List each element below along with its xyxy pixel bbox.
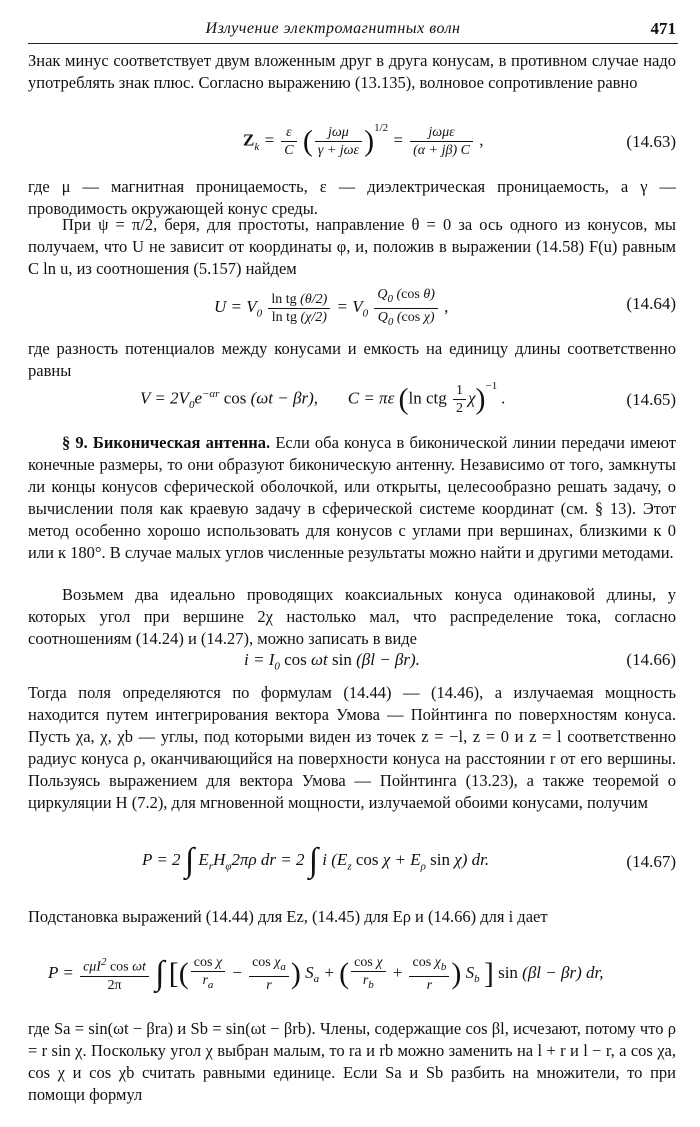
equation-14-64	[28, 286, 678, 326]
equation-body: $Z_k$ = $\frac{\varepsilon}{C}$ ( $\frac{\text{jωμ}}{\text{γ + jωε}}$ )$^{1/2}$ = $\frac{\text{jωμε}}{(\alpha + j\beta) C}$ ,	[243, 122, 484, 158]
running-title: Излучение электромагнитных волн	[205, 20, 461, 37]
equation-power	[28, 950, 678, 1006]
equation-body: $U = V_0$ $\frac{\text{ln tg (θ/2)}}{\text{ln tg (χ/2)}}$ = $V_0$ $\frac{Q_0 (\cos \theta)}{Q_0 (\cos \chi)}$ ,	[214, 287, 449, 328]
equation-body: P = 2 ∫ $E_rH_\varphi 2\pi\rho$ dr = 2 ∫ i ($E_z$ $\cos \chi + E_\rho$ sin χ) dr.	[142, 842, 490, 879]
equation-14-63	[28, 124, 678, 164]
paragraph-8: Подстановка выражений (14.44) для Ez, (14.45) для Eρ и (14.66) для i дает	[28, 907, 548, 926]
header-rule	[28, 43, 678, 44]
equation-number: (14.67)	[626, 852, 676, 871]
equation-14-67	[28, 836, 678, 894]
paragraph-3: При ψ = π/2, беря, для простоты, направление θ = 0 за ось одного из конусов, мы получаем, что U не зависит от координаты φ, и, положив в выражении (14.58) F(u) равным C ln u, из соотношения (5.157) найдем	[28, 215, 676, 278]
equation-14-65	[28, 382, 678, 422]
equation-number: (14.65)	[626, 390, 676, 409]
paragraph-2: где μ — магнитная проницаемость, ε — диэлектрическая проницаемость, а γ — проводимость окружающей конус среды.	[28, 177, 676, 218]
running-header	[28, 14, 678, 44]
paragraph-1: Знак минус соответствует двум вложенным друг в друга конусам, в противном случае надо употреблять знак плюс. Согласно выражению (13.135), волновое сопротивление равно	[28, 51, 676, 92]
equation-body: $V = 2V_0e^{-\alpha r}$ cos (ωt − βr), C = πε (ln ctg $\frac{1}{2}$ χ)$^{-1}$ .	[140, 380, 506, 416]
equation-body: $i = I_0$ cos ωt sin (βl − βr).	[244, 650, 420, 673]
paragraph-5	[28, 432, 676, 564]
equation-number: (14.64)	[626, 294, 676, 313]
equation-number: (14.66)	[626, 650, 676, 669]
paragraph-6: Возьмем два идеально проводящих коаксиальных конуса одинаковой длины, у которых угол при вершине 2χ настолько мал, что распределение тока, согласно соотношениям (14.24) и (14.27), можно записать в виде	[28, 585, 676, 648]
paragraph-9: где Sa = sin(ωt − βra) и Sb = sin(ωt − βrb). Члены, содержащие cos βl, исчезают, потому что ρ = r sin χ. Поскольку угол χ выбран малым, то ra и rb можно заменить на l + r и l − r, а cos χa, cos χ и cos χb считать равными единице. Если Sa и Sb разбить на множители, то при помощи формул	[28, 1019, 676, 1104]
equation-body: P = $\frac{c\mu I^2 \cos \omega t}{2\pi}$ ∫ [( $\frac{\text{cos χ}}{r_a}$ − $\frac{\cos \chi_a}{r}$ ) $S_a$ + ( $\frac{\text{cos χ}}{r_b}$ + $\frac{\cos \chi_b}{r}$ ) $S_b$ ] sin (βl − βr) dr,	[48, 954, 604, 993]
paragraph-4: где разность потенциалов между конусами и емкость на единицу длины соответственно равны	[28, 339, 676, 380]
paragraph-7: Тогда поля определяются по формулам (14.44) — (14.46), а излучаемая мощность находится путем интегрирования вектора Умова — Пойнтинга по поверхностям конуса. Пусть χa, χ, χb — углы, под которыми виден из точек z = −l, z = 0 и z = l соответственно радиус конуса ρ, оканчивающийся на поверхности конуса на расстоянии r от его вершины. Пользуясь выражением для вектора Умова — Пойнтинга (13.23), а также теоремой о циркуляции H (7.2), для мгновенной мощности, излучаемой обоими конусами, получим	[28, 683, 676, 812]
section-text: Если оба конуса в биконической линии передачи имеют конечные размеры, то они образуют биконическую антенну. Независимо от того, замкнуты ли концы конусов сферической оболочкой, или открыты, целесообразно решать задачу, о вычислении поля как краевую задачу в сферической системе координат (см. § 13). Этот метод особенно хорошо использовать для конусов с углами при вершинах, близкими к 0 или к 180°. В случае малых углов численные результаты можно найти и другими методами.	[28, 433, 676, 562]
page-number: 471	[650, 19, 676, 38]
section-heading: § 9. Биконическая антенна.	[62, 433, 271, 452]
equation-number: (14.63)	[626, 132, 676, 151]
